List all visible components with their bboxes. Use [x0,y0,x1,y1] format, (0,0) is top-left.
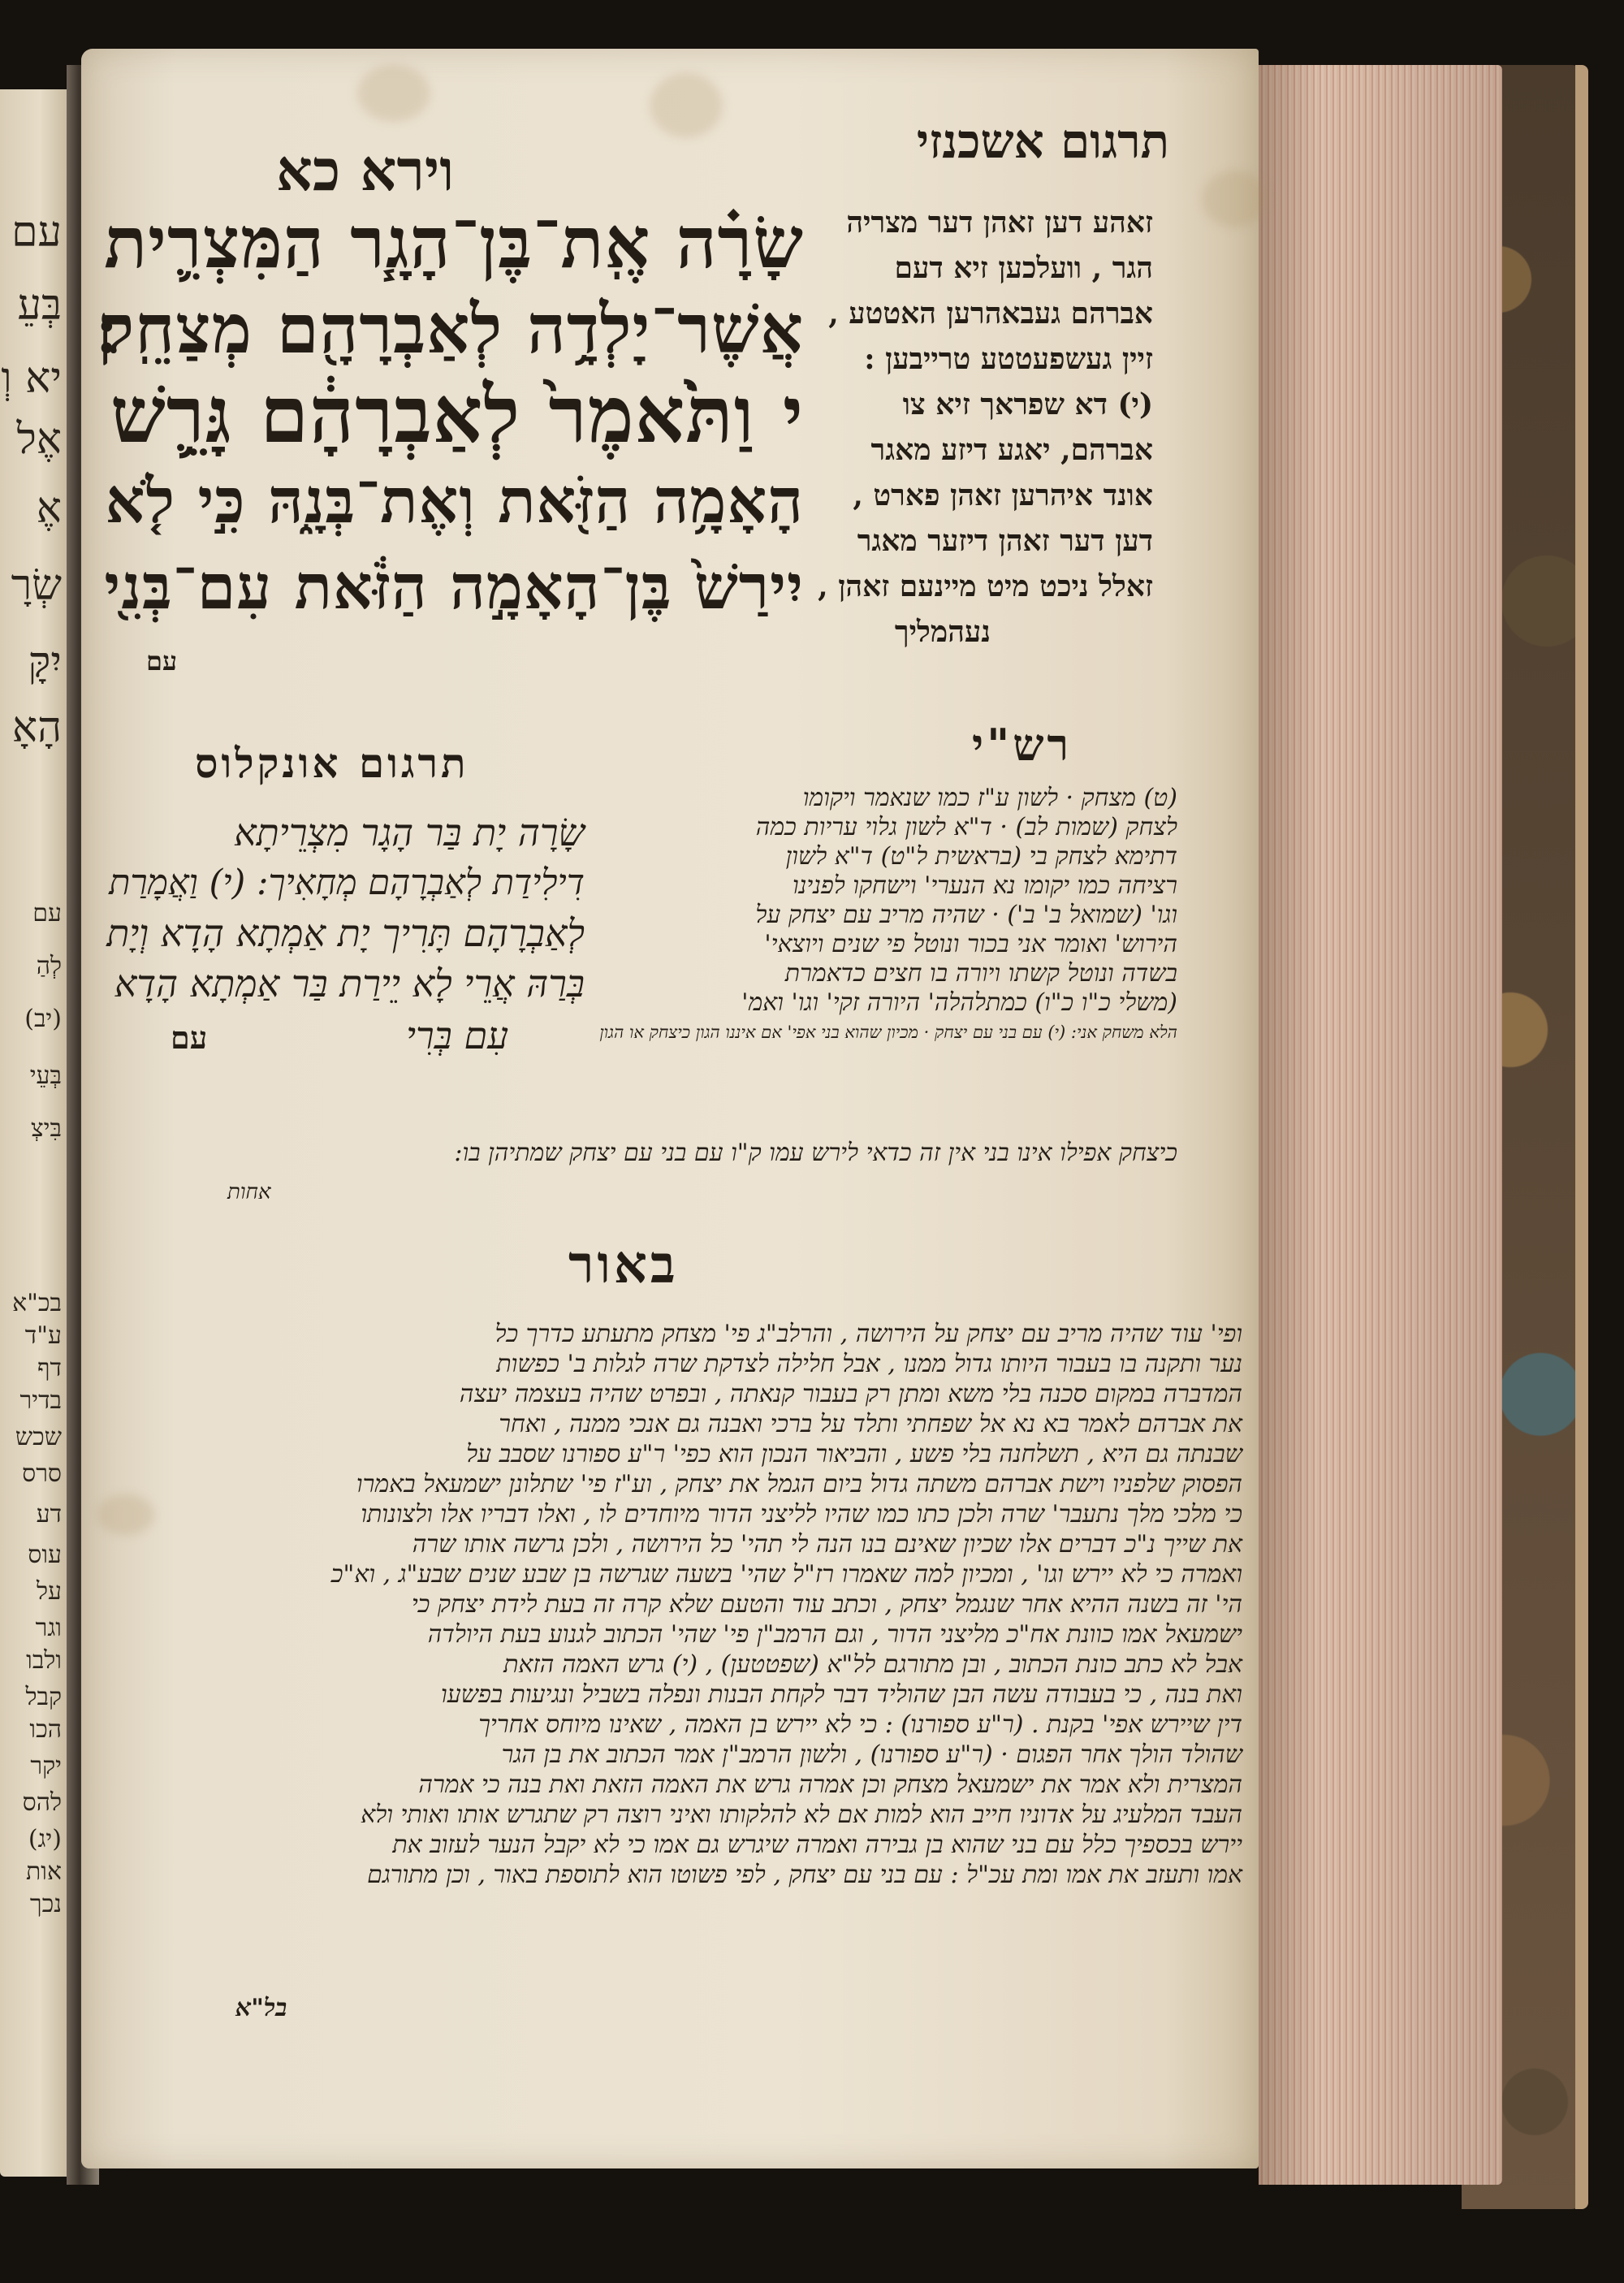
rashi-line: דתימא לצחק בי (בראשית ל"ט) ד"א לשון [785,842,1177,871]
rashi-line: בשדה ונוטל קשתו ויורה בו חצים כדאמרת [784,959,1177,988]
left-page-fragment: נכך [29,1890,62,1918]
onkelos-line: דִילִידַת לְאַבְרָהָם מְחָאִיך: (י) וַאֲמָרַת [109,863,585,903]
left-page-fragment: (יג) [28,1825,62,1853]
left-page-fragment: הכו [29,1715,62,1744]
translation-line: הגר , וועלכען זיא דעם [894,251,1153,285]
left-page-fragment: שְׂרָ [11,561,62,610]
biur-line: אבל לא כתב כונת הכתוב , ובן מתורגם לל"א (שפטטען) , (י) גרש האמה הזאת [503,1650,1242,1679]
verse-line: יִירַשׁ֙ בֶּן־הָאָמָ֣ה הַזֹּ֔את עִם־בְּנִ֖י [104,551,804,623]
onkelos-last-line: עִם בְּרִי [406,1014,509,1057]
translation-line: (י) דא שפראך זיא צו [902,387,1153,422]
verse-line: הָאָמָ֥ה הַזֹּ֖את וְאֶת־בְּנָ֑הּ כִּ֣י לֹ֤א [105,465,804,537]
biur-line: ישמעאל אמו כוונת אח"כ מליצני הדור , וגם הרמב"ן פי' שהי' הכתוב לגנוע בעת היולדה [427,1620,1242,1649]
rashi-block [593,784,1177,1125]
left-page-fragment: להס [22,1788,62,1817]
translation-line: אברהם געבאהרען האטטע , [828,296,1153,331]
verse-catchword: עם [146,646,178,677]
translation-line: נעהמליך [894,615,991,649]
left-page-fragment: יִקָּ [28,638,62,687]
left-page-fragment: אֶל [16,415,62,464]
biur-block [106,1320,1242,2018]
rashi-wide-block [106,1139,1177,1171]
left-page-fragment: ולבו [26,1646,62,1675]
left-page-fragment: וגר [35,1614,62,1642]
biur-line: כי מלכי מלך נתעבר' שרה ולכן כתו כמו שהיו לליצני הדור מיוחדים לו , ואלו דבריו אלו ולצונותו [361,1500,1242,1528]
cover-edge [1575,65,1588,2209]
left-page-fragment: בכ"א [12,1289,62,1317]
rashi-line: רציחה כמו יקומו נא הנערי' וישחקו לפנינו [792,871,1177,900]
left-page-fragment: יקר [30,1752,62,1780]
rashi-line: וגו' (שמואל ב' ב') · שהיה מריב עם יצחק על [755,901,1177,929]
rashi-catchword: אחות [227,1180,271,1204]
left-page-fragment: קבל [25,1683,62,1711]
rashi-line: הירוש' ואומר אני בכור ונוטל פי שנים ויוצאי' [764,930,1177,958]
left-page-fragment: שכש [15,1423,62,1451]
left-page-fragment: דף [37,1354,62,1382]
biur-line: את שייך נ"כ דברים אלו שכיון שאינם בנו הנה לי תהי' כל הירושה , ולכן גרשה אותו שרה [412,1530,1242,1559]
translation-block [755,203,1153,707]
left-page-fragment: לְהַ [36,952,62,980]
rashi-line: כיצחק אפילו אינו בני אין זה כדאי לירש עמו ק"ו עם בני עם יצחק שמתיהן בו: [454,1139,1177,1167]
verse-block [97,199,804,638]
rashi-title: רש"י [971,719,1072,771]
translation-line: זאלל ניכט מיט מיינעם זאהן , [818,569,1153,603]
left-page-fragment: הָאָ [11,703,62,752]
biur-line: שהולד הולך אחר הפגום · (ר"ע ספורנו) , ולשון הרמב"ן אמר הכתוב את בן הגר [501,1740,1242,1769]
left-page-fragment: בדיר [19,1386,62,1415]
rashi-line: לצחק (שמות לב) · ד"א לשון גלוי עריות כמה [755,813,1177,841]
biur-line: המדברה במקום סכנה בלי משא ומתן רק בעבור קנאתה , ובפרט שהיה בעצמה יעצה [459,1380,1242,1408]
verse-line: שָׂרָ֗ה אֶֽת־בֶּן־הָגָ֧ר הַמִּצְרִ֛ית [104,201,804,284]
translation-line: זאהע דען זאהן דער מצריה [846,205,1153,240]
left-page-fragment: עם [11,208,62,257]
left-page-fragment: אֶ [36,484,62,533]
onkelos-line: שָׂרָה יָת בַּר הָגָר מִצְרֵיתָא [234,811,585,854]
rashi-line: (ט) מצחק · לשון ע"ז כמו שנאמר ויקומו [802,784,1177,812]
stain [650,73,723,138]
onkelos-line: בְּרַהּ אֲרֵי לָא יֵירַת בַּר אַמְתָא הָדָא [114,962,585,1005]
stain [357,65,430,122]
onkelos-line: לְאַבְרָהָם תָּרִיך יָת אַמְתָא הָדָא וְיָת [106,911,585,955]
stain [1202,171,1267,227]
biur-line: ואת בנה , כי בעבודה עשה הבן שהוליד דבר לקחת הבנות ונפלה בשביל ונגיעות בפשעו [441,1680,1242,1709]
onkelos-catchword: עם [171,1019,208,1056]
biur-line: המצרית ולא אמר את ישמעאל מצחק וכן אמרה גרש את האמה הזאת ואת בנה כי אמרה [418,1771,1242,1799]
left-page-fragment: יא וְ [1,354,62,403]
verse-line: אֲשֶׁר־יָלְדָ֥ה לְאַבְרָהָ֖ם מְצַחֵֽק׃ [97,289,804,369]
biur-catchword: בל"א [235,1994,287,2022]
left-page-fragment: בִּיצְ [30,1114,62,1143]
biur-line: את אברהם לאמר בא נא אל שפחתי ותלד על ברכי ואבנה גם אנכי ממנה , ואחר [499,1410,1242,1438]
left-page-fragment: בְּעֵ [17,281,62,330]
left-page-fragment: (יב) [24,1005,62,1033]
left-page-fragment: עם [32,899,62,927]
biur-line: דין שיירש אפי' בקנת . (ר"ע ספורנו) : כי לא יירש בן האמה , שאינו מיוחס אחריך [478,1710,1242,1739]
biur-line: שבנתה גם היא , תשלחנה בלי פשע , והביאור הנכון הוא כפי' ר"ע ספורנו שסבב על [466,1440,1242,1468]
biur-line: הי' זה בשנה ההיא אחר שנגמל יצחק , וכתב עוד והטעם שלא קרה זה בעת לידת יצחק כי [411,1590,1242,1619]
translation-line: דען דער זאהן דיזער מאגר [857,524,1153,558]
left-page-fragment: עוס [28,1541,62,1569]
biur-line: ופי' עוד שהיה מריב עם יצחק על הירושה , והרלב"ג פי' מצחק מתעתע כדרך כל [495,1320,1242,1348]
left-page-fragment: ע"ד [24,1321,62,1350]
left-page-fragment: סרס [22,1459,62,1488]
verse-line: י וַתֹּ֙אמֶר֙ לְאַבְרָהָ֔ם גָּרֵ֛שׁ [110,369,804,460]
left-page [0,89,67,2177]
onkelos-block [106,808,585,1052]
onkelos-title: תרגום אונקלוס [195,739,469,787]
rashi-line: (משלי כ"ו כ"ו) כמתלהלה' היורה זקי' וגו' ואמ' [741,988,1177,1017]
biur-title: באור [568,1234,679,1295]
biur-line: העבד המלעיג על אדוניו חייב הוא למות אם לא להלקותו ואיני רוצה רק שתגרש אותו ואותי ולא [361,1801,1242,1829]
left-page-fragment: בְּעֵי [29,1062,62,1090]
biur-line: ואמרה כי לא יירש וגו' , ומכיון למה שאמרו רז"ל שהי' בשעה שגרשה בן שבע שנים שבע"ג , וא"כ [330,1560,1242,1589]
left-page-fragment: דע [36,1500,62,1528]
rashi-line: הלא משחק אני: (י) עם בני עם יצחק · מכיון שהוא בני אפי' אם איננו הגון כיצחק או הגון [599,1023,1177,1042]
translation-line: אונד איהרען זאהן פארט , [853,478,1153,512]
biur-line: הפסוק שלפניו וישת אברהם משתה גדול ביום הגמל את יצחק , וע"ז פי' שתלונן ישמעאל באמרו [356,1470,1242,1498]
header-left: וירא כא [276,136,455,204]
left-page-fragment: אות [26,1857,62,1886]
translation-line: אברהם, יאגע דיזע מאגר [870,433,1153,467]
biur-line: נער ותקנה בו בעבור היותו גדול ממנו , אבל חלילה לצדקת שרה לגלות ב' כפשות [496,1350,1242,1378]
translation-line: זיין געשפעטטע טרייבען : [864,342,1153,376]
left-page-fragment: על [36,1577,62,1606]
page-fore-edge [1259,65,1502,2185]
header-right: תרגום אשכנזי [916,114,1169,169]
biur-line: אמו ותעזב את אמו ומת עכ"ל : עם בני עם יצחק , לפי פשוטו הוא לתוספת באור , וכן מתורגם [367,1861,1242,1889]
biur-line: יירש בכספיך כלל עם בני שהוא בן גבירה ואמרה שיגרש גם אמו כי לא יקבל הנער לעזוב את [392,1831,1242,1859]
main-page [81,49,1259,2168]
